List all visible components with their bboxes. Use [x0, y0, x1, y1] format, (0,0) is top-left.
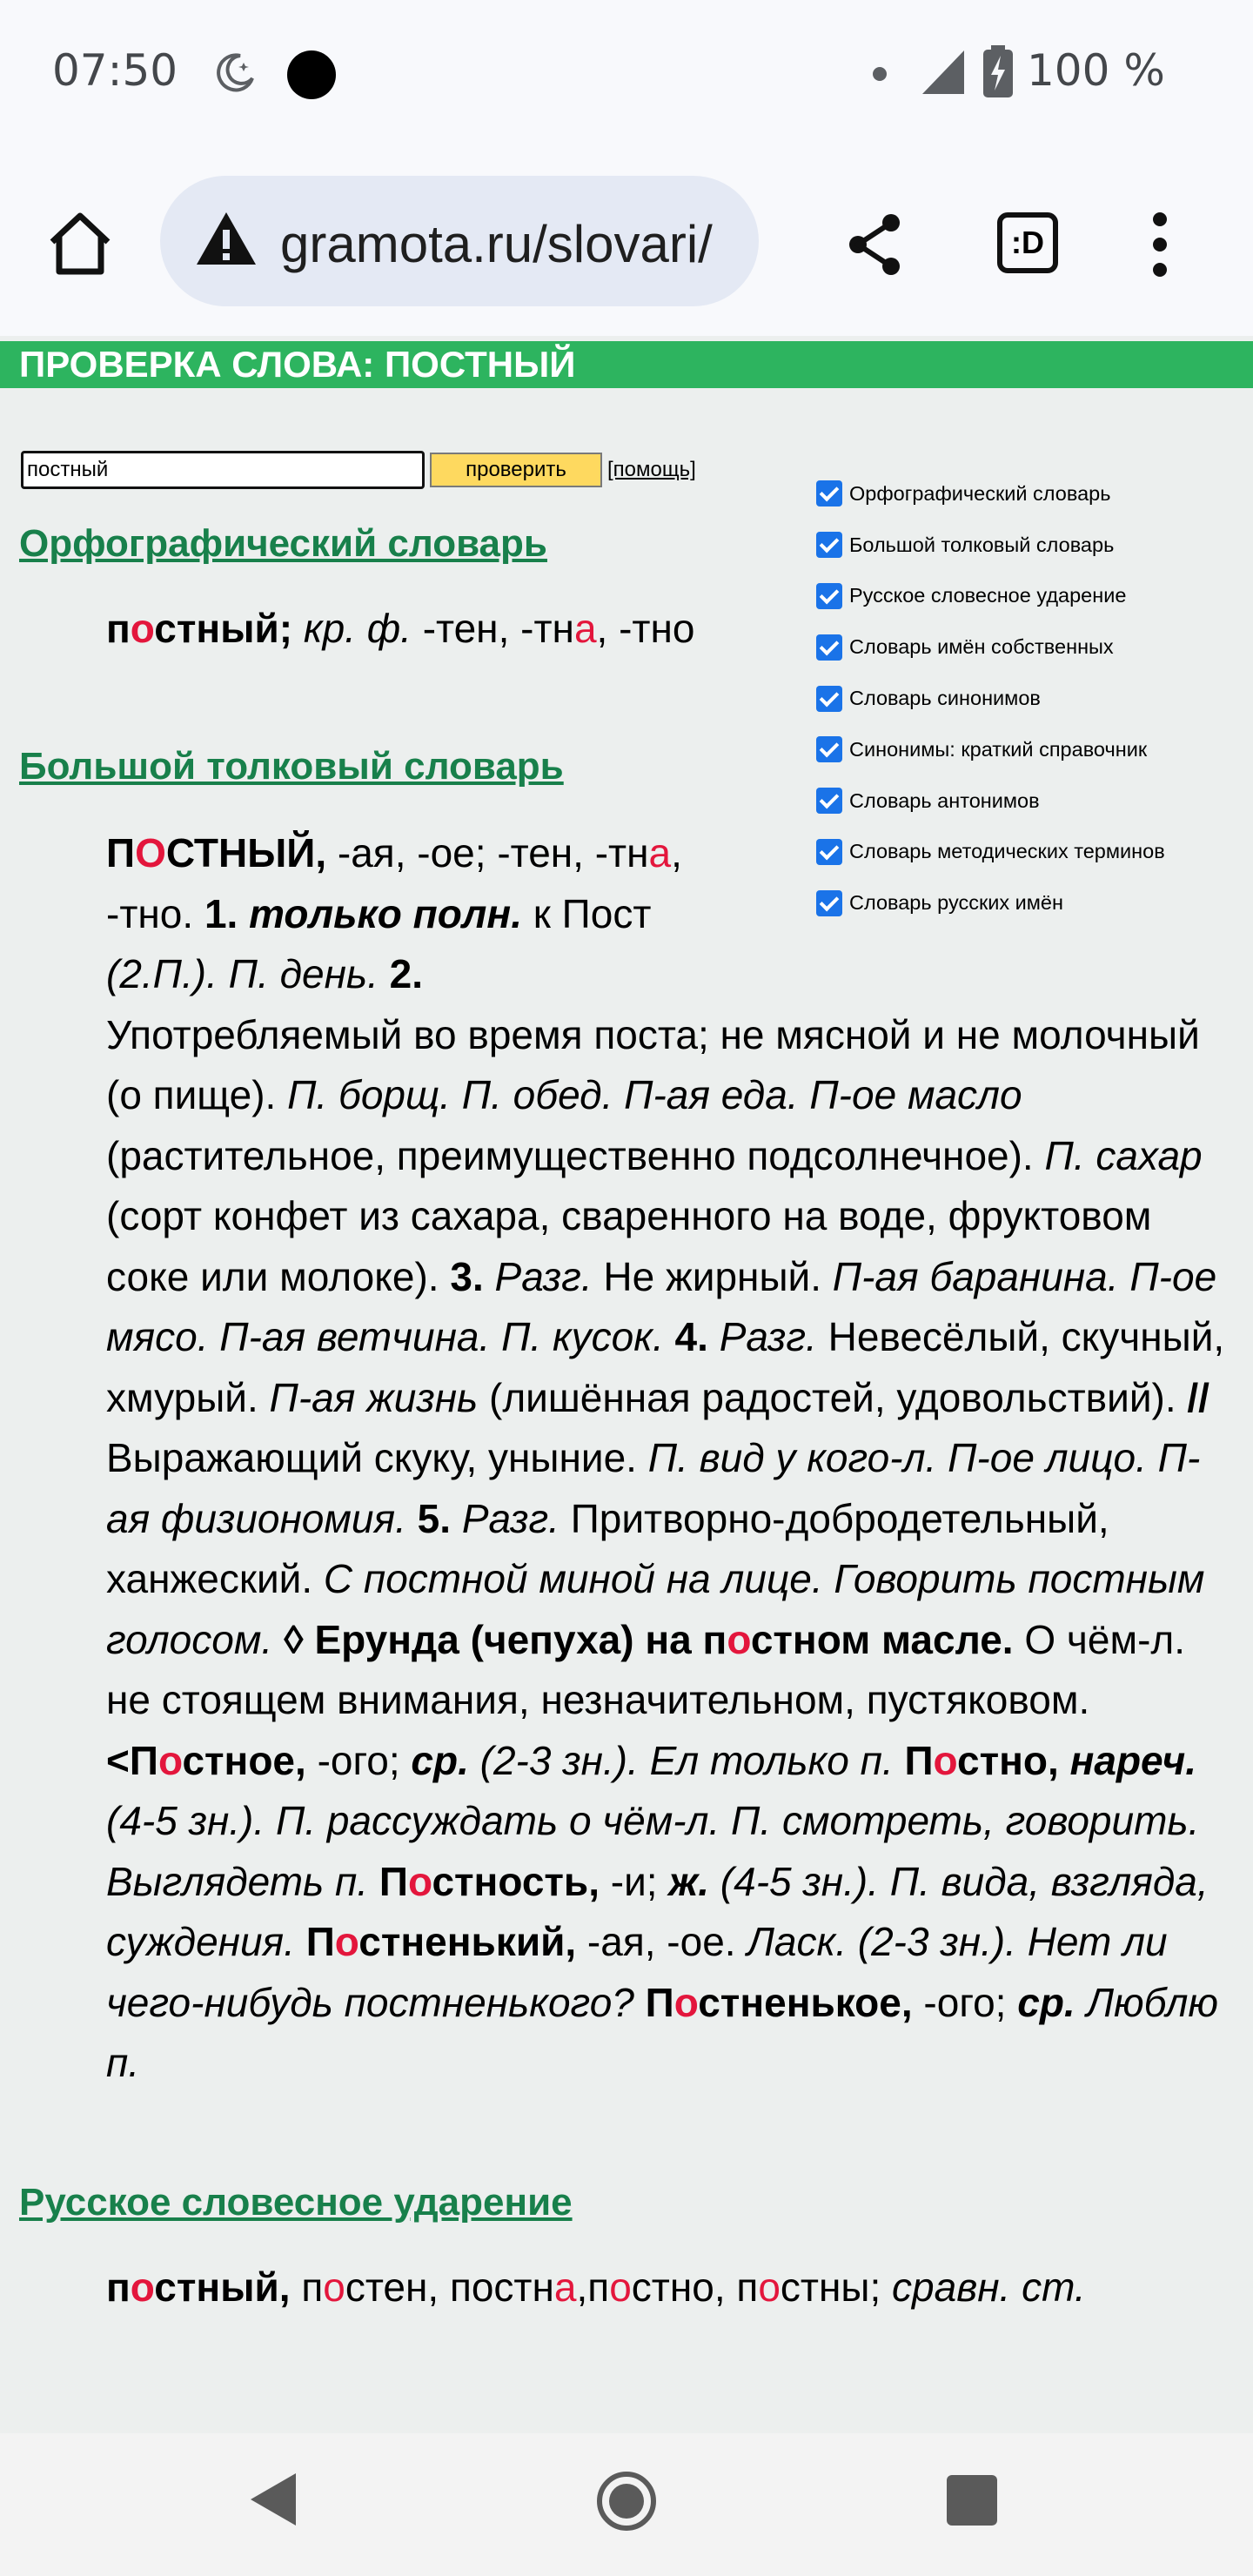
dictionary-checkbox-item[interactable]: Словарь синонимов: [816, 673, 1234, 724]
dictionary-checkbox-item[interactable]: Словарь методических терминов: [816, 827, 1234, 878]
moon-icon: [214, 50, 258, 94]
dictionary-checkbox-item[interactable]: Синонимы: краткий справочник: [816, 724, 1234, 775]
search-input[interactable]: [21, 451, 425, 489]
dictionary-checkbox-item[interactable]: Русское словесное ударение: [816, 571, 1234, 622]
checkbox-checked-icon[interactable]: [816, 788, 842, 814]
dictionary-checkbox-item[interactable]: Словарь антонимов: [816, 775, 1234, 827]
checkbox-checked-icon[interactable]: [816, 634, 842, 661]
section-title-explanatory[interactable]: Большой толковый словарь: [19, 745, 564, 788]
home-icon[interactable]: [45, 209, 115, 278]
section-title-orthographic[interactable]: Орфографический словарь: [19, 522, 547, 565]
notification-dot-icon: [873, 67, 887, 81]
help-link[interactable]: [помощь]: [607, 458, 696, 481]
entry-stress: постный, постен, постна,постно, постны; сравн. ст.: [106, 2264, 1086, 2310]
entry-explanatory: ПОСТНЫЙ, -ая, -ое; -тен, -тна, -тно. 1. только полн. к Пост (2.П.). П. день. 2. Употребляемый во время поста; не мясной и не молочный (о пище). П. борщ. П. обед. П-ая еда. П-ое масло (растительное, преимущественно подсолнечное). П. сахар (сорт конфет из сахара, сваренного на воде, фруктовом соке или молоке). 3. Разг. Не жирный. П-ая баранина. П-ое мясо. П-ая ветчина. П. кусок. 4. Разг. Невесёлый, скучный, хмурый. П-ая жизнь (лишённая радостей, удовольствий). // Выражающий скуку, уныние. П. вид у кого-л. П-ое лицо. П-ая физиономия. 5. Разг. Притворно-добродетельный, ханжеский. С постной миной на лице. Говорить постным голосом. ◊ Ерунда (чепуха) на постном масле. О чём-л. не стоящем внимания, незначительном, пустяковом. <Постное, -ого; ср. (2-3 зн.). Ел только п. Постно, нареч. (4-5 зн.). П. рассуждать о чём-л. П. смотреть, говорить. Выглядеть п. Постность, -и; ж. (4-5 зн.). П. вида, взгляда, суждения. Постненький, -ая, -ое. Ласк. (2-3 зн.). Нет ли чего-нибудь постненького? Постненькое, -ого; ср. Люблю п.: [106, 830, 1225, 2085]
share-icon[interactable]: [846, 212, 903, 277]
checkbox-checked-icon[interactable]: [816, 736, 842, 762]
checkbox-checked-icon[interactable]: [816, 480, 842, 506]
system-nav-bar: [0, 2433, 1253, 2576]
dictionary-checkbox-item[interactable]: Орфографический словарь: [816, 468, 1234, 520]
checkbox-checked-icon[interactable]: [816, 686, 842, 712]
web-page: [0, 336, 1253, 2433]
checkbox-checked-icon[interactable]: [816, 532, 842, 558]
signal-icon: [921, 49, 966, 96]
checkbox-checked-icon[interactable]: [816, 583, 842, 609]
camera-dot-icon: [287, 50, 336, 99]
status-bar: [0, 0, 1253, 148]
home-nav-icon[interactable]: [597, 2472, 656, 2531]
recents-icon[interactable]: [947, 2475, 997, 2526]
warning-icon[interactable]: [195, 211, 258, 266]
more-menu-icon[interactable]: [1147, 212, 1173, 277]
status-time: 07:50: [52, 45, 178, 96]
dictionary-checkbox-item[interactable]: Словарь русских имён: [816, 877, 1234, 929]
battery-icon: [983, 45, 1013, 97]
check-button[interactable]: проверить: [430, 453, 602, 487]
url-text[interactable]: gramota.ru/slovari/: [280, 215, 713, 273]
tabs-icon[interactable]: :D: [997, 212, 1058, 273]
dictionary-checkbox-item[interactable]: Словарь имён собственных: [816, 621, 1234, 673]
entry-orthographic: постный; кр. ф. -тен, -тна, -тно: [106, 606, 695, 651]
section-title-stress[interactable]: Русское словесное ударение: [19, 2181, 573, 2224]
address-bar[interactable]: [160, 176, 759, 306]
battery-percent: 100 %: [1027, 45, 1165, 96]
page-title: ПРОВЕРКА СЛОВА: ПОСТНЫЙ: [0, 341, 1253, 388]
back-icon[interactable]: [251, 2473, 296, 2526]
dictionary-checkbox-item[interactable]: Большой толковый словарь: [816, 520, 1234, 571]
browser-toolbar: [0, 148, 1253, 336]
